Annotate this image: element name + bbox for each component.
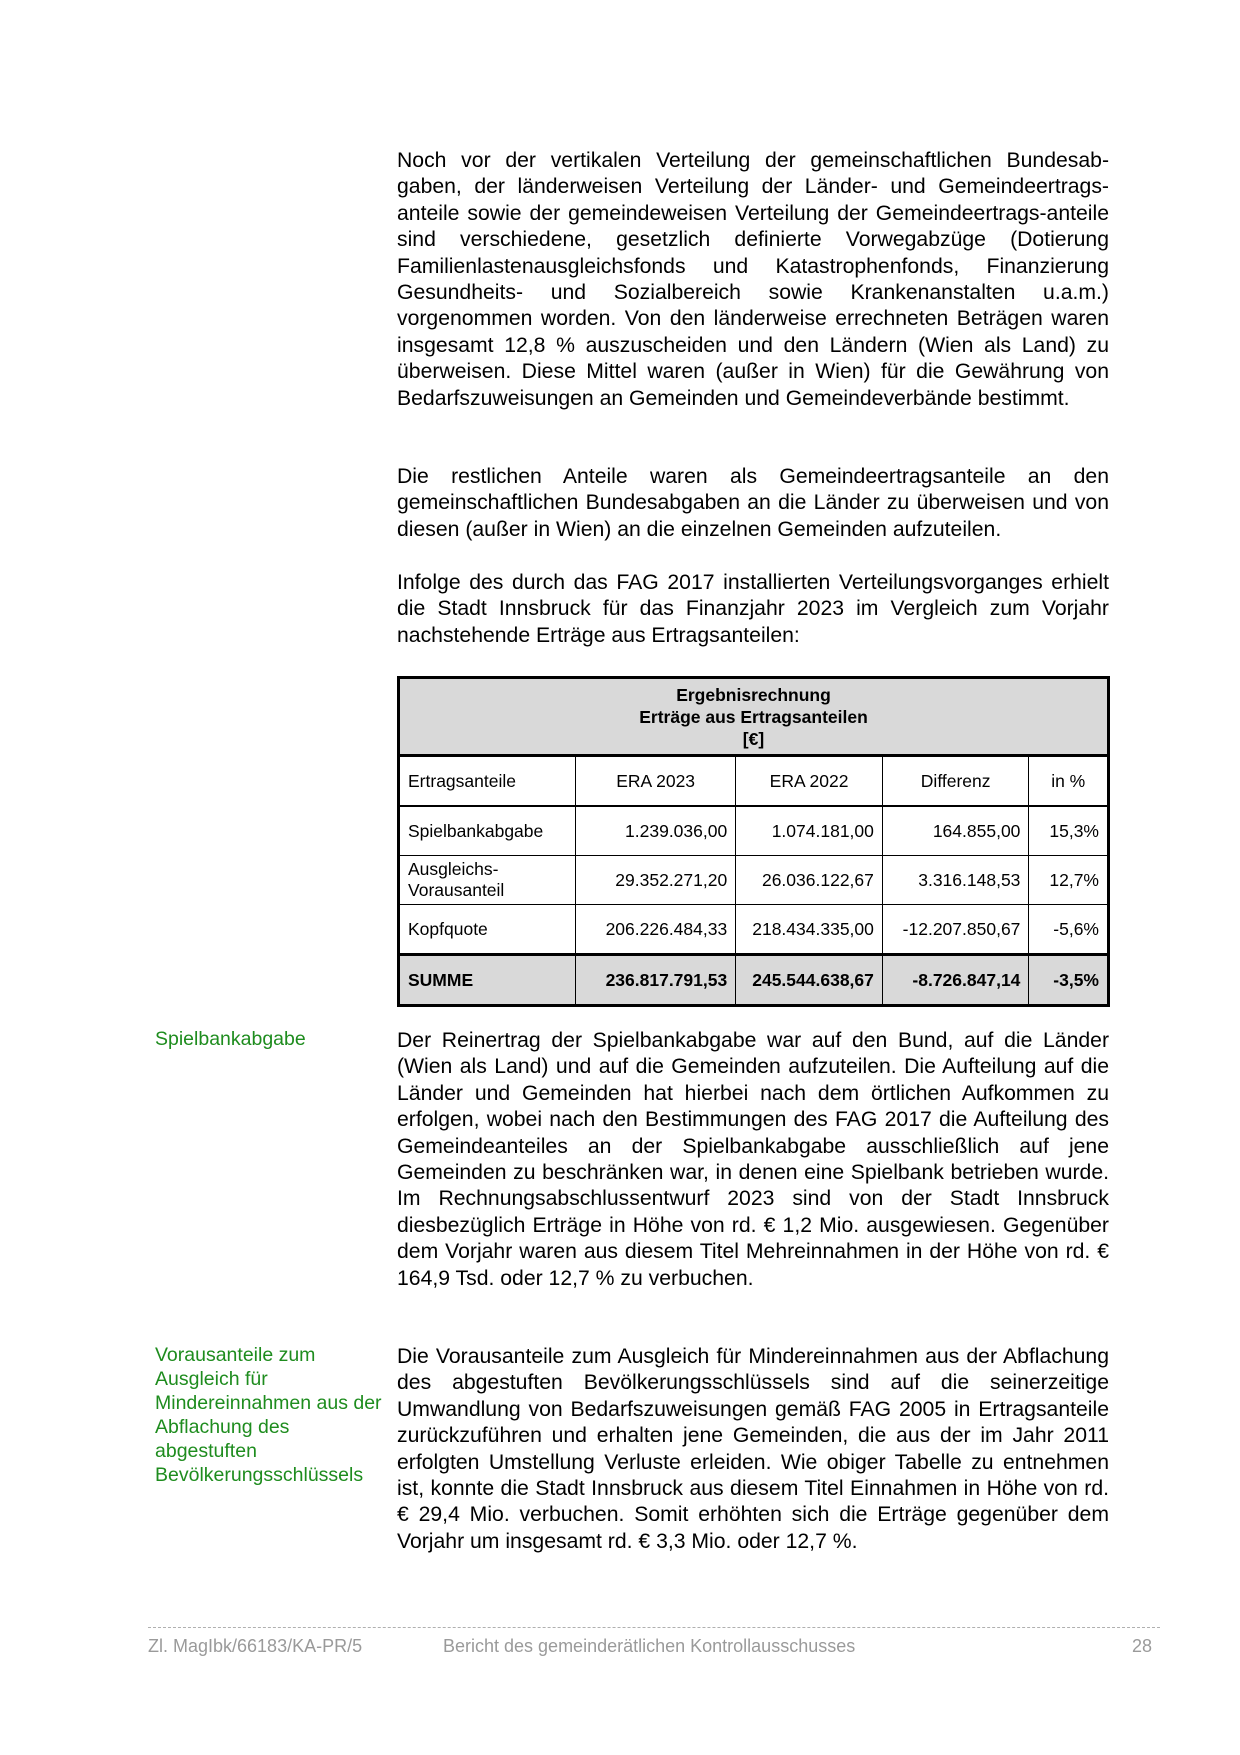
cell-era-2022: 1.074.181,00: [736, 806, 883, 856]
paragraph-fag-2017: Infolge des durch das FAG 2017 installierten Verteilungsvorganges erhielt die Stadt Innsbruck für das Finanzjahr 2023 im Vergleich zum Vorjahr nachstehende Erträge aus Ertragsanteilen:: [397, 571, 1109, 647]
table-title: [399, 678, 1109, 756]
table-title-row: [399, 678, 1109, 756]
body-section-restliche: [397, 464, 1109, 543]
cell-in-prozent: 12,7%: [1029, 856, 1109, 905]
paragraph-spielbankabgabe: Der Reinertrag der Spielbankabgabe war auf den Bund, auf die Länder (Wien als Land) und auf die Gemeinden aufzuteilen. Die Aufteilung auf die Länder und Gemeinden hat hierbei nach dem örtlichen Aufkommen zu erfolgen, wobei nach den Bestimmungen des FAG 2017 die Aufteilung des Gemeindeanteiles an der Spielbankabgabe ausschließlich auf jene Gemeinden zu beschränken war, in denen eine Spielbank betrieben wurde. Im Rechnungsabschlussentwurf 2023 sind von der Stadt Innsbruck diesbezüglich Erträge in Höhe von rd. € 1,2 Mio. ausgewiesen. Gegenüber dem Vorjahr waren aus diesem Titel Mehreinnahmen in der Höhe von rd. € 164,9 Tsd. oder 12,7 % zu verbuchen.: [397, 1029, 1109, 1290]
table-row: [399, 905, 1109, 955]
cell-differenz: 3.316.148,53: [882, 856, 1029, 905]
section-vorausanteile: [397, 1344, 1109, 1555]
footer-reference: Zl. MagIbk/66183/KA-PR/5: [148, 1636, 363, 1656]
cell-sum-era-2023: 236.817.791,53: [576, 955, 736, 1006]
paragraph-restliche-anteile: Die restlichen Anteile waren als Gemeindeertragsanteile an den gemeinschaftlichen Bundesabgaben an die Länder zu überweisen und von diesen (außer in Wien) an die einzelnen Gemeinden aufzuteilen.: [397, 465, 1109, 541]
cell-label: [399, 856, 576, 905]
body-section-intro: [397, 148, 1109, 412]
footer-page-number: 28: [1131, 1636, 1152, 1656]
col-header-in-prozent: in %: [1029, 756, 1109, 807]
cell-label-line1: Ausgleichs-: [408, 859, 499, 879]
table-row: [399, 806, 1109, 856]
table-header-row: [399, 756, 1109, 807]
footer-report-title: Bericht des gemeinderätlichen Kontrollausschusses: [443, 1636, 856, 1656]
cell-era-2023: 29.352.271,20: [576, 856, 736, 905]
cell-era-2022: 26.036.122,67: [736, 856, 883, 905]
cell-differenz: 164.855,00: [882, 806, 1029, 856]
col-header-ertragsanteile: Ertragsanteile: [399, 756, 576, 807]
col-header-differenz: Differenz: [882, 756, 1029, 807]
table-sum-row: [399, 955, 1109, 1006]
table-row: [399, 856, 1109, 905]
cell-sum-era-2022: 245.544.638,67: [736, 955, 883, 1006]
cell-sum-in-prozent: -3,5%: [1029, 955, 1109, 1006]
sidenote-spielbankabgabe: Spielbankabgabe: [155, 1028, 306, 1050]
table-title-line3: [€]: [742, 728, 765, 749]
cell-label: Spielbankabgabe: [399, 806, 576, 856]
cell-era-2023: 1.239.036,00: [576, 806, 736, 856]
cell-era-2022: 218.434.335,00: [736, 905, 883, 955]
table-title-line1: Ergebnisrechnung: [676, 684, 831, 705]
cell-label: Kopfquote: [399, 905, 576, 955]
sidenote-vorausanteile: Vorausanteile zum Ausgleich für Mindereinnahmen aus der Abflachung des abgestuften Bevölkerungsschlüssels: [155, 1344, 382, 1486]
body-section-fag: [397, 570, 1109, 649]
cell-sum-differenz: -8.726.847,14: [882, 955, 1029, 1006]
col-header-era-2023: ERA 2023: [576, 756, 736, 807]
col-header-era-2022: ERA 2022: [736, 756, 883, 807]
cell-label-line2: Vorausanteil: [408, 880, 505, 900]
paragraph-vorwegabzuege: Noch vor der vertikalen Verteilung der gemeinschaftlichen Bundesab-gaben, der länderweisen Verteilung der Länder- und Gemeindeertrags-anteile sowie der gemeindeweisen Verteilung der Gemeindeertrags-anteile sind verschiedene, gesetzlich definierte Vorwegabzüge (Dotierung Familienlastenausgleichsfonds und Katastrophenfonds, Finanzierung Gesundheits- und Sozialbereich sowie Krankenanstalten u.a.m.) vorgenommen worden. Von den länderweise errechneten Beträgen waren insgesamt 12,8 % auszuscheiden und den Ländern (Wien als Land) zu überweisen. Diese Mittel waren (außer in Wien) für die Gewährung von Bedarfszuweisungen an Gemeinden und Gemeindeverbände bestimmt.: [397, 149, 1109, 410]
cell-in-prozent: 15,3%: [1029, 806, 1109, 856]
table-title-line2: Erträge aus Ertragsanteilen: [639, 706, 868, 727]
paragraph-vorausanteile: Die Vorausanteile zum Ausgleich für Mindereinnahmen aus der Abflachung des abgestuften Bevölkerungsschlüssels sind auf die seinerzeitige Umwandlung von Bedarfszuweisungen gemäß FAG 2005 in Ertragsanteile zurückzuführen und erhalten jene Gemeinden, die aus der im Jahr 2011 erfolgten Umstellung Verluste erleiden. Wie obiger Tabelle zu entnehmen ist, konnte die Stadt Innsbruck aus diesem Titel Einnahmen in Höhe von rd. € 29,4 Mio. verbuchen. Somit erhöhten sich die Erträge gegenüber dem Vorjahr um insgesamt rd. € 3,3 Mio. oder 12,7 %.: [397, 1345, 1109, 1553]
cell-in-prozent: -5,6%: [1029, 905, 1109, 955]
section-spielbankabgabe: [397, 1028, 1109, 1292]
footer-divider: [148, 1627, 1160, 1628]
cell-era-2023: 206.226.484,33: [576, 905, 736, 955]
cell-differenz: -12.207.850,67: [882, 905, 1029, 955]
cell-sum-label: SUMME: [399, 955, 576, 1006]
ertragsanteile-table: [397, 676, 1110, 1007]
